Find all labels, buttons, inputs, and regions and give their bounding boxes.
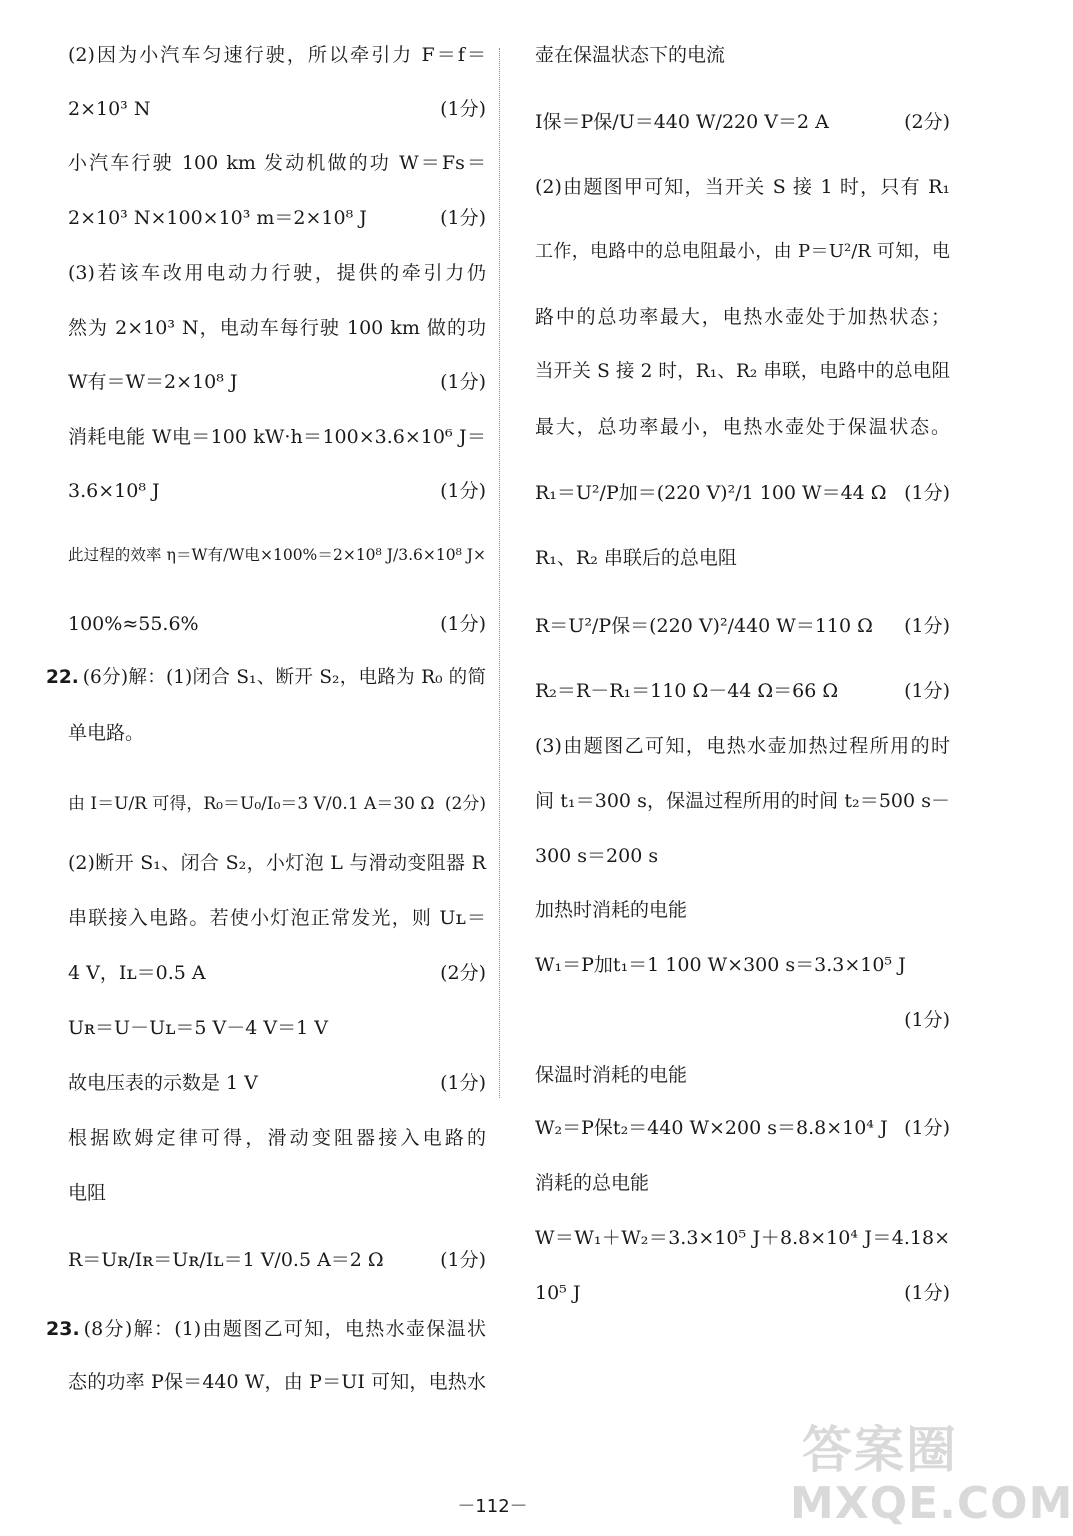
text-line [68,1013,486,1043]
score-label: (1分) [440,480,486,502]
line-text: (2)因为小汽车匀速行驶，所以牵引力 F＝f＝ [68,44,486,66]
text-line [68,1123,486,1153]
line-text: R₂＝R－R₁＝110 Ω－44 Ω＝66 Ω [535,680,839,702]
line-text: 100%≈55.6% [68,613,199,635]
text-line [535,676,950,706]
line-text: (2)由题图甲可知，当开关 S 接 1 时，只有 R₁ [535,176,950,198]
text-line [68,718,486,748]
line-text: 然为 2×10³ N，电动车每行驶 100 km 做的功 [68,317,486,339]
line-text: 2×10³ N [68,98,151,120]
text-line [68,40,486,70]
text-line [68,609,486,639]
line-text: 此过程的效率 η＝W有/W电×100%＝2×10⁸ J/3.6×10⁸ J× [68,546,486,564]
text-line [68,313,486,343]
question-number: 23. [46,1318,80,1340]
text-line [535,1168,950,1198]
line-text: Uʀ＝U－Uʟ＝5 V－4 V＝1 V [68,1017,328,1039]
text-line [535,841,950,871]
score-label: (1分) [904,1117,950,1139]
line-text: 3.6×10⁸ J [68,480,160,502]
text-line [535,950,950,980]
text-line [535,731,950,761]
score-label: (1分) [440,1249,486,1271]
text-line [68,1245,486,1275]
line-text: I保＝P保/U＝440 W/220 V＝2 A [535,111,829,133]
text-line [68,789,486,819]
text-line [535,1278,950,1308]
line-text: R₁、R₂ 串联后的总电阻 [535,547,737,569]
score-label: (1分) [440,98,486,120]
line-text: 工作，电路中的总电阻最小，由 P＝U²/R 可知，电 [535,241,950,262]
text-line [68,1178,486,1208]
question-number: 22. [46,667,79,688]
line-text: 当开关 S 接 2 时，R₁、R₂ 串联，电路中的总电阻 [535,361,950,382]
line-text: 2×10³ N×100×10³ m＝2×10⁸ J [68,207,367,229]
text-line [68,148,486,178]
text-line [535,1005,950,1035]
text-line [535,478,950,508]
text-line [535,107,950,137]
line-text: 消耗的总电能 [535,1172,650,1194]
text-line [46,663,486,693]
text-line [535,40,950,70]
text-line [68,903,486,933]
text-line [68,848,486,878]
text-line [46,1314,486,1344]
line-text: 小汽车行驶 100 km 发动机做的功 W＝Fs＝ [68,152,486,174]
text-line [68,540,486,570]
line-text: 电阻 [68,1182,107,1204]
text-line [535,172,950,202]
line-text: W有＝W＝2×10⁸ J [68,371,238,393]
text-line [68,1367,486,1397]
line-text: 最大，总功率最小，电热水壶处于保温状态。 [535,416,950,438]
text-line [535,895,950,925]
line-text: R＝Uʀ/Iʀ＝Uʀ/Iʟ＝1 V/0.5 A＝2 Ω [68,1249,384,1271]
text-line [535,237,950,267]
watermark-text: 答案圈 [802,1421,958,1479]
text-line [68,422,486,452]
text-line [535,357,950,387]
watermark-url: MXQE.COM [790,1478,1073,1529]
line-text: R＝U²/P保＝(220 V)²/440 W＝110 Ω [535,615,873,637]
page-number: －112－ [457,1496,528,1517]
text-line [68,203,486,233]
line-text: 300 s＝200 s [535,845,659,867]
line-text: 根据欧姆定律可得，滑动变阻器接入电路的 [68,1127,486,1149]
score-label: (1分) [904,680,950,702]
text-line [68,367,486,397]
line-text: 单电路。 [68,722,145,744]
score-label: (1分) [440,207,486,229]
line-text: (8分)解：(1)由题图乙可知，电热水壶保温状 [83,1318,486,1340]
text-line [535,611,950,641]
line-text: (3)由题图乙可知，电热水壶加热过程所用的时 [535,735,950,757]
score-label: (2分) [444,794,486,814]
line-text: 消耗电能 W电＝100 kW·h＝100×3.6×10⁶ J＝ [68,426,486,448]
text-line [535,302,950,332]
score-label: (1分) [440,1072,486,1094]
text-line [535,1113,950,1143]
column-divider [499,48,500,1098]
score-label: (1分) [904,482,950,504]
line-text: 串联接入电路。若使小灯泡正常发光，则 Uʟ＝ [68,907,486,929]
text-line [68,94,486,124]
line-text: 保温时消耗的电能 [535,1064,688,1086]
line-text: W₁＝P加t₁＝1 100 W×300 s＝3.3×10⁵ J [535,954,906,976]
text-line [68,476,486,506]
line-text: 10⁵ J [535,1282,581,1304]
text-line [535,412,950,442]
score-label: (1分) [904,615,950,637]
line-text: W＝W₁＋W₂＝3.3×10⁵ J＋8.8×10⁴ J＝4.18× [535,1227,950,1249]
text-line [68,1068,486,1098]
line-text: (6分)解：(1)闭合 S₁、断开 S₂，电路为 R₀ 的简 [82,667,486,688]
line-text: 间 t₁＝300 s，保温过程所用的时间 t₂＝500 s－ [535,790,950,812]
text-line [68,958,486,988]
line-text: 由 I＝U/R 可得，R₀＝U₀/I₀＝3 V/0.1 A＝30 Ω [68,794,435,814]
score-label: (2分) [440,962,486,984]
text-line [535,786,950,816]
score-label: (1分) [904,1009,950,1031]
line-text: (2)断开 S₁、闭合 S₂，小灯泡 L 与滑动变阻器 R [68,852,486,874]
line-text: 路中的总功率最大，电热水壶处于加热状态； [535,306,950,328]
score-label: (2分) [904,111,950,133]
text-line [535,1223,950,1253]
line-text: 壶在保温状态下的电流 [535,44,726,66]
watermark-logo [790,1410,1073,1534]
line-text: W₂＝P保t₂＝440 W×200 s＝8.8×10⁴ J [535,1117,888,1139]
line-text: R₁＝U²/P加＝(220 V)²/1 100 W＝44 Ω [535,482,887,504]
text-line [68,258,486,288]
score-label: (1分) [440,613,486,635]
line-text: (3)若该车改用电动力行驶，提供的牵引力仍 [68,262,486,284]
line-text: 态的功率 P保＝440 W，由 P＝UI 可知，电热水 [68,1371,486,1393]
line-text: 4 V，Iʟ＝0.5 A [68,962,206,984]
line-text: 加热时消耗的电能 [535,899,688,921]
text-line [535,543,950,573]
score-label: (1分) [904,1282,950,1304]
score-label: (1分) [440,371,486,393]
text-line [535,1060,950,1090]
line-text: 故电压表的示数是 1 V [68,1072,258,1094]
